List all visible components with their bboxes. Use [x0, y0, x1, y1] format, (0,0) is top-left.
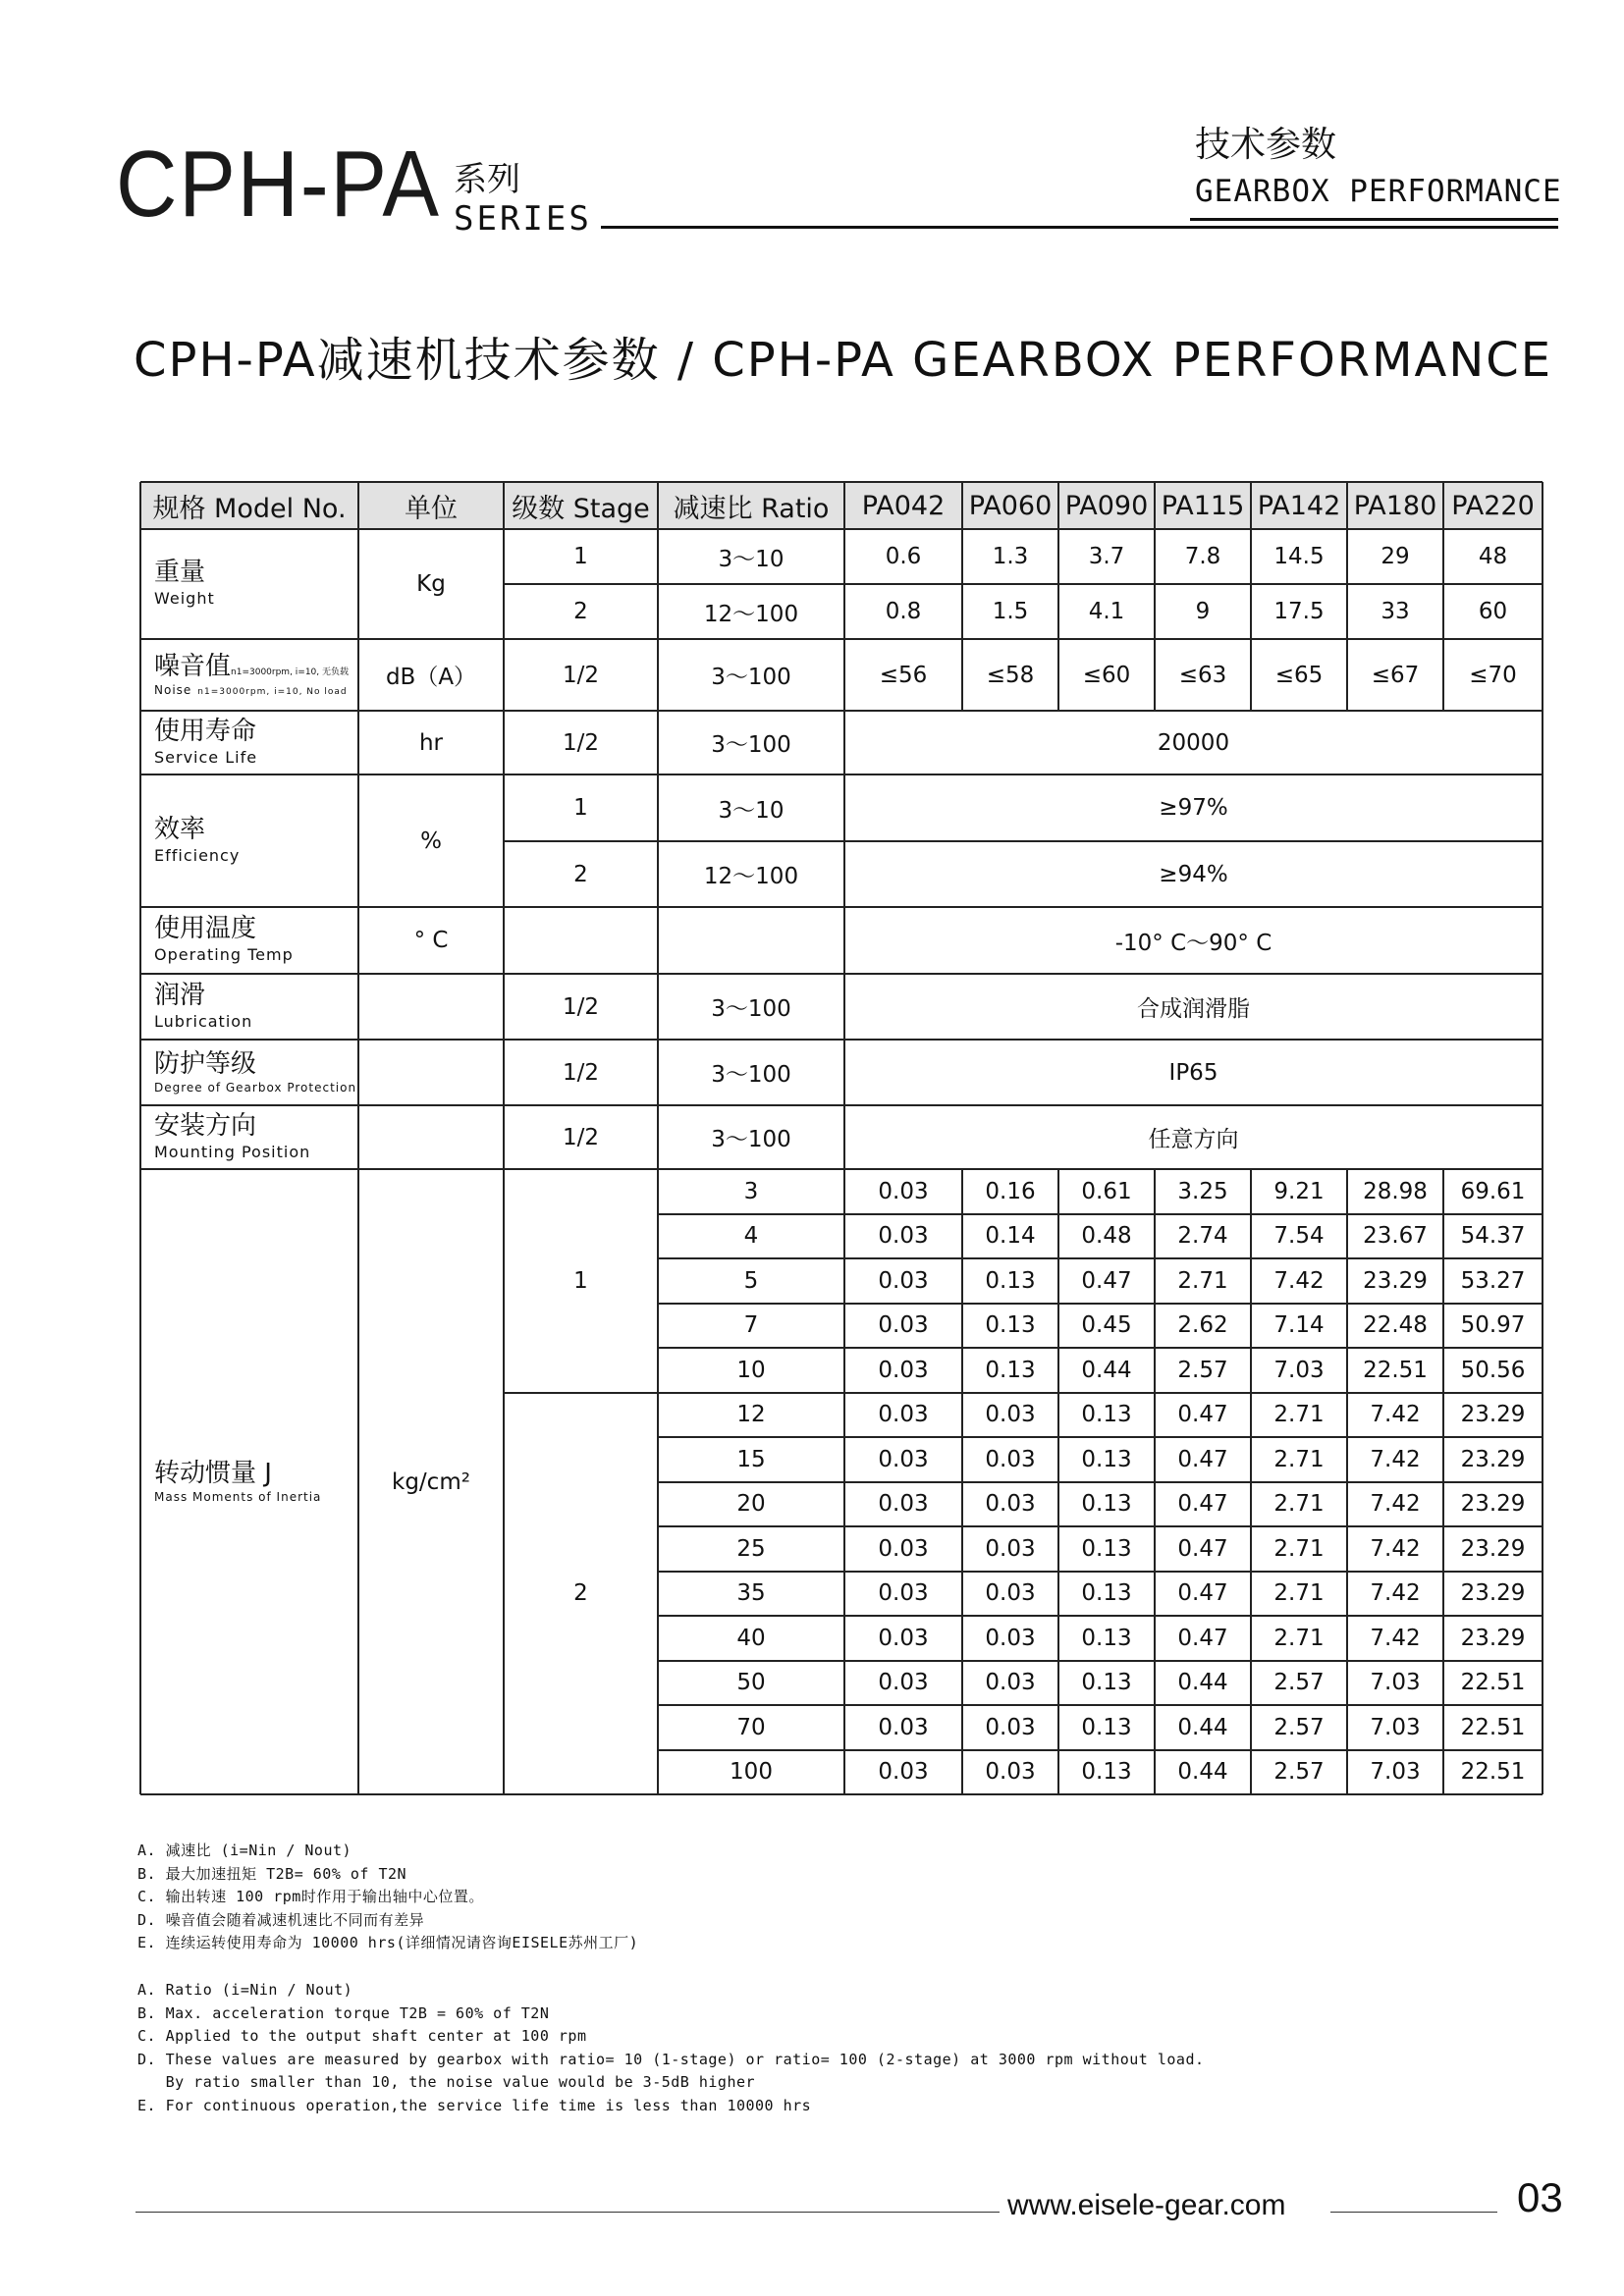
section-title-cn: 技术参数: [1195, 125, 1337, 165]
protection-label-en: Degree of Gearbox Protection: [154, 1080, 357, 1095]
inertia-value: 0.03: [878, 1714, 929, 1740]
efficiency-unit: %: [420, 828, 442, 854]
inertia-value: 0.44: [1177, 1714, 1228, 1740]
inertia-value: 0.03: [878, 1759, 929, 1786]
weight-value: 7.8: [1184, 544, 1221, 569]
inertia-value: 0.03: [985, 1580, 1036, 1607]
note-en-d: D. These values are measured by gearbox with ratio= 10 (1-stage) or ratio= 100 (2-stage) at 3000 rpm without load.: [137, 2050, 1205, 2068]
inertia-unit: kg/cm²: [392, 1468, 470, 1495]
inertia-value: 69.61: [1460, 1178, 1526, 1204]
noise-value: ≤60: [1082, 662, 1131, 688]
weight-ratio: 3～10: [718, 546, 785, 572]
noise-value: ≤56: [879, 662, 928, 688]
inertia-value: 7.42: [1370, 1402, 1421, 1428]
noise-label-en: Noise: [154, 682, 192, 697]
series-label-en: SERIES: [454, 199, 592, 239]
inertia-value: 0.14: [985, 1223, 1036, 1250]
header-ratio: 减速比 Ratio: [673, 493, 830, 524]
efficiency-stage: 1: [573, 795, 588, 821]
inertia-value: 0.03: [878, 1357, 929, 1383]
noise-label-en-condition: n1=3000rpm, i=10, No load: [197, 686, 348, 697]
noise-label-cn: 噪音值: [154, 651, 232, 681]
weight-unit: Kg: [416, 571, 446, 597]
note-en-b: B. Max. acceleration torque T2B = 60% of T2N: [137, 2003, 550, 2022]
inertia-value: 0.13: [1081, 1714, 1132, 1740]
inertia-value: 2.71: [1273, 1580, 1325, 1607]
inertia-value: 0.13: [985, 1312, 1036, 1339]
inertia-value: 2.57: [1177, 1357, 1228, 1383]
note-cn-b: B. 最大加速扭矩 T2B= 60% of T2N: [137, 1864, 407, 1883]
inertia-value: 0.13: [985, 1267, 1036, 1294]
inertia-value: 2.71: [1273, 1402, 1325, 1428]
weight-value: 14.5: [1273, 544, 1325, 569]
inertia-value: 23.29: [1363, 1267, 1428, 1294]
note-en-d-cont: By ratio smaller than 10, the noise value would be 3-5dB higher: [137, 2073, 756, 2091]
inertia-value: 50.97: [1460, 1312, 1526, 1339]
inertia-value: 7.42: [1370, 1625, 1421, 1651]
protection-label: [140, 1040, 358, 1105]
header-model-column: PA060: [968, 490, 1053, 521]
inertia-value: 7.03: [1370, 1670, 1421, 1696]
header-unit: 单位: [405, 493, 458, 524]
operating-temp-value: -10° C～90° C: [1114, 930, 1272, 956]
inertia-stage: 2: [573, 1580, 588, 1607]
weight-label-cn: 重量: [154, 558, 206, 588]
inertia-value: 7.03: [1370, 1759, 1421, 1786]
inertia-ratio: 10: [736, 1357, 766, 1383]
weight-value: 1.3: [992, 544, 1029, 569]
inertia-ratio: 7: [743, 1312, 759, 1339]
inertia-value: 22.51: [1460, 1759, 1526, 1786]
inertia-value: 22.51: [1460, 1670, 1526, 1696]
inertia-ratio: 50: [736, 1670, 766, 1696]
inertia-value: 7.42: [1273, 1267, 1325, 1294]
service-life-label: [140, 711, 358, 774]
header-model-column: PA115: [1161, 490, 1245, 521]
inertia-ratio: 100: [730, 1759, 773, 1786]
header-rule-accent: [1190, 218, 1558, 221]
efficiency-value: ≥97%: [1159, 795, 1228, 821]
inertia-value: 0.47: [1177, 1402, 1228, 1428]
weight-label: [140, 529, 358, 639]
inertia-value: 23.67: [1363, 1223, 1428, 1250]
weight-value: 29: [1380, 544, 1410, 569]
efficiency-ratio: 3～10: [718, 797, 785, 824]
inertia-value: 0.03: [985, 1535, 1036, 1562]
inertia-value: 2.71: [1273, 1491, 1325, 1518]
inertia-value: 0.13: [1081, 1670, 1132, 1696]
noise-value: ≤65: [1274, 662, 1324, 688]
mounting-ratio: 3～100: [711, 1127, 791, 1152]
inertia-value: 0.03: [878, 1223, 929, 1250]
inertia-value: 0.13: [1081, 1491, 1132, 1518]
inertia-value: 0.44: [1177, 1759, 1228, 1786]
inertia-value: 22.51: [1363, 1357, 1428, 1383]
inertia-value: 23.29: [1460, 1491, 1526, 1518]
lubrication-label: [140, 974, 358, 1040]
note-en-a: A. Ratio (i=Nin / Nout): [137, 1981, 353, 1999]
noise-value: ≤58: [986, 662, 1035, 688]
section-title-en: GEARBOX PERFORMANCE: [1195, 174, 1562, 209]
inertia-value: 0.48: [1081, 1223, 1132, 1250]
inertia-value: 0.47: [1177, 1625, 1228, 1651]
mounting-stage: 1/2: [562, 1124, 599, 1150]
efficiency-label-en: Efficiency: [154, 845, 241, 865]
weight-value: 3.7: [1088, 544, 1125, 569]
inertia-value: 0.03: [878, 1491, 929, 1518]
inertia-ratio: 70: [736, 1714, 766, 1740]
weight-value: 0.8: [885, 599, 922, 624]
weight-stage: 2: [573, 599, 588, 624]
operating-temp-label-en: Operating Temp: [154, 945, 294, 965]
service-life-stage: 1/2: [562, 729, 599, 756]
noise-value: ≤70: [1469, 662, 1517, 688]
weight-value: 33: [1380, 599, 1410, 624]
inertia-value: 0.03: [985, 1402, 1036, 1428]
inertia-ratio: 5: [743, 1267, 759, 1294]
inertia-label: [140, 1169, 358, 1794]
inertia-value: 22.48: [1363, 1312, 1428, 1339]
inertia-value: 0.03: [878, 1535, 929, 1562]
inertia-value: 2.71: [1273, 1625, 1325, 1651]
inertia-value: 0.03: [878, 1670, 929, 1696]
inertia-value: 0.13: [985, 1357, 1036, 1383]
notes-en: [137, 1979, 1205, 2117]
inertia-value: 0.47: [1177, 1535, 1228, 1562]
service-life-label-cn: 使用寿命: [154, 716, 257, 746]
inertia-value: 7.42: [1370, 1446, 1421, 1472]
note-cn-d: D. 噪音值会随着减速机速比不同而有差异: [137, 1910, 425, 1929]
weight-value: 0.6: [885, 544, 922, 569]
inertia-value: 50.56: [1460, 1357, 1526, 1383]
header-model-column: PA220: [1451, 490, 1535, 521]
lubrication-ratio: 3～100: [711, 996, 791, 1022]
inertia-value: 2.62: [1177, 1312, 1228, 1339]
inertia-value: 2.71: [1273, 1446, 1325, 1472]
inertia-value: 0.03: [985, 1491, 1036, 1518]
inertia-value: 53.27: [1460, 1267, 1526, 1294]
inertia-value: 23.29: [1460, 1446, 1526, 1472]
noise-value: ≤63: [1178, 662, 1227, 688]
inertia-value: 7.42: [1370, 1580, 1421, 1607]
header-model-column: PA142: [1257, 490, 1341, 521]
inertia-value: 0.03: [878, 1625, 929, 1651]
inertia-value: 7.42: [1370, 1491, 1421, 1518]
inertia-value: 0.03: [878, 1267, 929, 1294]
efficiency-label: [140, 774, 358, 907]
lubrication-stage: 1/2: [562, 993, 599, 1020]
inertia-value: 0.13: [1081, 1402, 1132, 1428]
note-cn-e: E. 连续运转使用寿命为 10000 hrs(详细情况请咨询EISELE苏州工厂): [137, 1934, 639, 1951]
inertia-ratio: 12: [736, 1402, 766, 1428]
inertia-value: 0.03: [878, 1312, 929, 1339]
efficiency-label-cn: 效率: [154, 814, 206, 844]
inertia-value: 0.47: [1081, 1267, 1132, 1294]
operating-temp-unit: ° C: [413, 928, 449, 953]
inertia-value: 28.98: [1363, 1178, 1428, 1204]
efficiency-ratio: 12～100: [703, 864, 799, 889]
weight-value: 9: [1195, 599, 1211, 624]
inertia-value: 2.57: [1273, 1759, 1325, 1786]
service-life-value: 20000: [1157, 729, 1230, 756]
header-stage: 级数 Stage: [512, 493, 650, 524]
footer-rule: [135, 2212, 1000, 2213]
mounting-label: [140, 1105, 358, 1169]
page-number: 03: [1517, 2174, 1563, 2220]
inertia-ratio: 40: [736, 1625, 766, 1651]
header-rule: [601, 226, 1558, 229]
inertia-value: 0.47: [1177, 1446, 1228, 1472]
inertia-value: 2.74: [1177, 1223, 1228, 1250]
inertia-value: 0.45: [1081, 1312, 1132, 1339]
header-model-column: PA180: [1353, 490, 1437, 521]
footer-rule: [1330, 2212, 1497, 2213]
inertia-value: 7.54: [1273, 1223, 1325, 1250]
weight-value: 4.1: [1088, 599, 1125, 624]
inertia-value: 23.29: [1460, 1535, 1526, 1562]
inertia-value: 7.42: [1370, 1535, 1421, 1562]
inertia-value: 0.03: [878, 1402, 929, 1428]
service-life-unit: hr: [418, 729, 444, 756]
inertia-value: 22.51: [1460, 1714, 1526, 1740]
inertia-value: 54.37: [1460, 1223, 1526, 1250]
inertia-value: 2.57: [1273, 1714, 1325, 1740]
efficiency-stage: 2: [573, 861, 588, 887]
protection-label-cn: 防护等级: [154, 1048, 257, 1079]
noise-unit: dB（A）: [385, 665, 477, 690]
operating-temp-label: [140, 907, 358, 974]
inertia-value: 0.13: [1081, 1580, 1132, 1607]
inertia-value: 0.13: [1081, 1625, 1132, 1651]
inertia-value: 7.03: [1273, 1357, 1325, 1383]
weight-stage: 1: [573, 544, 588, 569]
noise-ratio: 3～100: [711, 665, 791, 690]
mounting-value: 任意方向: [1148, 1127, 1239, 1152]
inertia-value: 0.03: [985, 1670, 1036, 1696]
noise-stage: 1/2: [562, 662, 599, 688]
service-life-ratio: 3～100: [711, 732, 791, 758]
noise-value: ≤67: [1371, 662, 1420, 688]
inertia-ratio: 15: [736, 1446, 766, 1472]
inertia-ratio: 4: [743, 1223, 759, 1250]
note-cn-a: A. 减速比 (i=Nin / Nout): [137, 1842, 352, 1859]
inertia-value: 0.13: [1081, 1535, 1132, 1562]
inertia-label-en: Mass Moments of Inertia: [154, 1489, 322, 1504]
inertia-value: 0.47: [1177, 1580, 1228, 1607]
inertia-value: 2.71: [1273, 1535, 1325, 1562]
inertia-value: 0.13: [1081, 1446, 1132, 1472]
mounting-label-en: Mounting Position: [154, 1142, 311, 1161]
inertia-value: 2.57: [1273, 1670, 1325, 1696]
inertia-value: 7.03: [1370, 1714, 1421, 1740]
inertia-value: 7.14: [1273, 1312, 1325, 1339]
inertia-value: 0.03: [985, 1625, 1036, 1651]
inertia-value: 0.03: [985, 1446, 1036, 1472]
inertia-value: 23.29: [1460, 1625, 1526, 1651]
protection-ratio: 3～100: [711, 1062, 791, 1088]
operating-temp-label-cn: 使用温度: [154, 914, 257, 944]
note-en-c: C. Applied to the output shaft center at 100 rpm: [137, 2027, 587, 2045]
inertia-value: 0.03: [878, 1580, 929, 1607]
noise-label-cn-condition: n1=3000rpm, i=10, 无负载: [231, 667, 350, 677]
inertia-value: 9.21: [1273, 1178, 1325, 1204]
mounting-label-cn: 安装方向: [154, 1110, 257, 1141]
note-en-e: E. For continuous operation,the service life time is less than 10000 hrs: [137, 2096, 812, 2114]
weight-ratio: 12～100: [703, 601, 799, 627]
series-label-cn: 系列: [454, 160, 520, 199]
noise-label: [140, 639, 358, 711]
footer-url: www.eisele-gear.com: [1007, 2189, 1286, 2221]
series-logo: CPH-PA: [116, 132, 441, 237]
header-model-column: PA042: [861, 490, 946, 521]
inertia-stage: 1: [573, 1267, 588, 1294]
inertia-value: 0.61: [1081, 1178, 1132, 1204]
protection-value: IP65: [1168, 1059, 1218, 1086]
inertia-value: 0.44: [1081, 1357, 1132, 1383]
note-cn-c: C. 输出转速 100 rpm时作用于输出轴中心位置。: [137, 1888, 484, 1905]
inertia-value: 0.03: [878, 1446, 929, 1472]
inertia-label-cn: 转动惯量 J: [154, 1458, 272, 1488]
notes-cn: [137, 1840, 638, 1955]
weight-value: 48: [1478, 544, 1508, 569]
inertia-value: 3.25: [1177, 1178, 1228, 1204]
inertia-value: 0.13: [1081, 1759, 1132, 1786]
weight-value: 60: [1478, 599, 1508, 624]
inertia-ratio: 3: [743, 1178, 759, 1204]
spec-table: [140, 482, 1543, 1823]
weight-label-en: Weight: [154, 589, 215, 609]
page-title: CPH-PA减速机技术参数 / CPH-PA GEARBOX PERFORMANCE: [134, 333, 1553, 388]
inertia-value: 0.03: [878, 1178, 929, 1204]
inertia-value: 0.47: [1177, 1491, 1228, 1518]
inertia-ratio: 35: [736, 1580, 766, 1607]
inertia-value: 0.44: [1177, 1670, 1228, 1696]
service-life-label-en: Service Life: [154, 747, 258, 767]
header-model-column: PA090: [1064, 490, 1149, 521]
lubrication-label-cn: 润滑: [154, 980, 206, 1010]
weight-value: 17.5: [1273, 599, 1325, 624]
weight-value: 1.5: [992, 599, 1029, 624]
inertia-value: 23.29: [1460, 1402, 1526, 1428]
protection-stage: 1/2: [562, 1059, 599, 1086]
inertia-ratio: 25: [736, 1535, 766, 1562]
inertia-value: 2.71: [1177, 1267, 1228, 1294]
inertia-value: 0.03: [985, 1759, 1036, 1786]
inertia-ratio: 20: [736, 1491, 766, 1518]
inertia-value: 0.16: [985, 1178, 1036, 1204]
inertia-value: 0.03: [985, 1714, 1036, 1740]
lubrication-label-en: Lubrication: [154, 1011, 253, 1031]
lubrication-value: 合成润滑脂: [1137, 996, 1250, 1022]
header-model: 规格 Model No.: [152, 493, 347, 524]
inertia-value: 23.29: [1460, 1580, 1526, 1607]
efficiency-value: ≥94%: [1159, 861, 1228, 887]
